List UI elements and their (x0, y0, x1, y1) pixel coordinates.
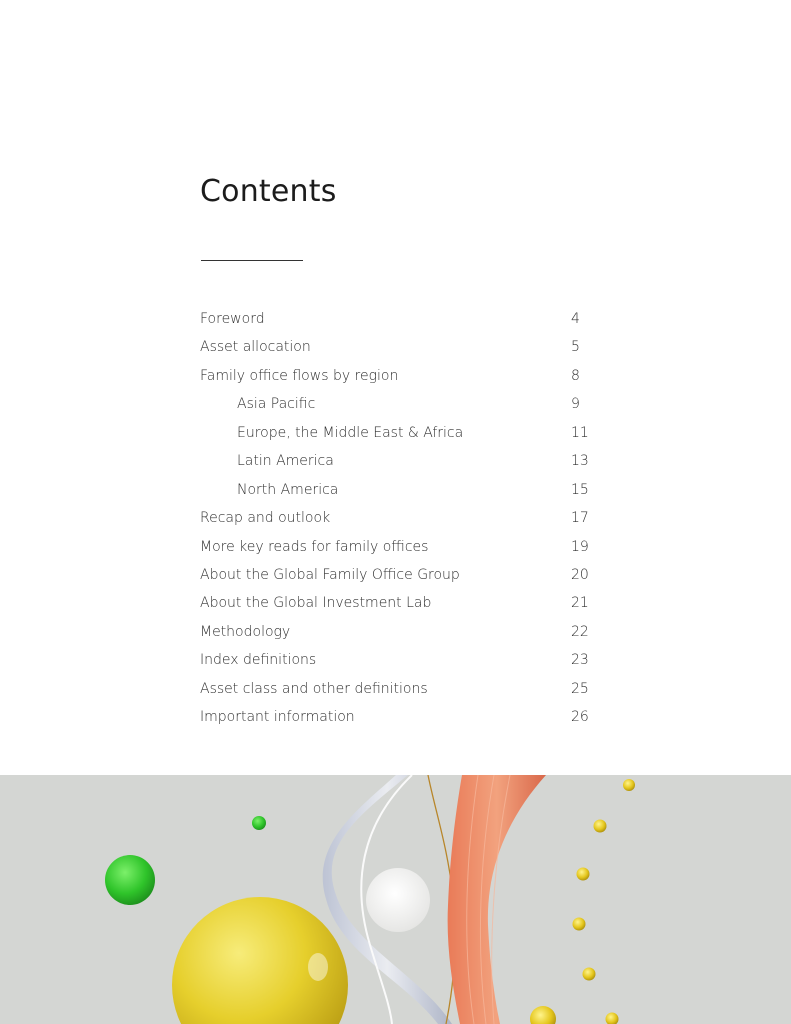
green-sphere (105, 855, 155, 905)
yellow-dot-4 (573, 918, 586, 931)
toc-entry-important-information[interactable] (200, 703, 600, 731)
toc-entry-page-number: 22 (571, 623, 589, 640)
title-divider (201, 260, 303, 261)
toc-entry-emea[interactable] (200, 419, 600, 447)
toc-entry-label: About the Global Investment Lab (200, 595, 432, 612)
toc-entry-asia-pacific[interactable] (200, 390, 600, 418)
toc-entry-index-definitions[interactable] (200, 646, 600, 674)
toc-entry-family-office-flows[interactable] (200, 362, 600, 390)
toc-entry-label: Recap and outlook (200, 510, 331, 527)
toc-entry-recap-and-outlook[interactable] (200, 504, 600, 532)
toc-entry-page-number: 5 (571, 339, 580, 356)
toc-entry-page-number: 20 (571, 566, 589, 583)
toc-entry-north-america[interactable] (200, 476, 600, 504)
toc-entry-page-number: 11 (571, 424, 589, 441)
toc-entry-label: About the Global Family Office Group (200, 566, 460, 583)
toc-entry-label: Index definitions (200, 652, 317, 669)
toc-entry-label: Asia Pacific (237, 396, 316, 413)
toc-entry-page-number: 13 (571, 453, 589, 470)
toc-entry-page-number: 25 (571, 680, 589, 697)
yellow-dot-3 (577, 868, 590, 881)
toc-entry-label: Family office flows by region (200, 367, 399, 384)
yellow-dot-1 (623, 779, 635, 791)
toc-entry-page-number: 19 (571, 538, 589, 555)
toc-entry-page-number: 26 (571, 709, 589, 726)
table-of-contents (200, 305, 600, 732)
toc-entry-foreword[interactable] (200, 305, 600, 333)
toc-entry-label: Important information (200, 709, 355, 726)
toc-entry-label: More key reads for family offices (200, 538, 429, 555)
page-title: Contents (200, 174, 337, 209)
white-sphere (366, 868, 430, 932)
toc-entry-label: Asset allocation (200, 339, 311, 356)
decorative-artwork (0, 775, 791, 1024)
toc-entry-label: Foreword (200, 311, 265, 327)
toc-entry-label: Methodology (200, 623, 291, 640)
toc-entry-about-investment-lab[interactable] (200, 589, 600, 617)
toc-entry-page-number: 23 (571, 652, 589, 669)
toc-entry-page-number: 8 (571, 367, 580, 384)
toc-entry-methodology[interactable] (200, 618, 600, 646)
toc-entry-latin-america[interactable] (200, 447, 600, 475)
toc-entry-label: Europe, the Middle East & Africa (237, 424, 464, 441)
toc-entry-page-number: 17 (571, 510, 589, 527)
yellow-dot-5 (583, 968, 596, 981)
yellow-dot-2 (594, 820, 607, 833)
toc-entry-page-number: 21 (571, 595, 589, 612)
toc-entry-page-number: 4 (571, 311, 580, 327)
toc-entry-page-number: 15 (571, 481, 589, 498)
toc-entry-label: Latin America (237, 453, 334, 470)
toc-entry-label: North America (237, 481, 339, 498)
toc-entry-label: Asset class and other definitions (200, 680, 428, 697)
toc-entry-key-reads[interactable] (200, 533, 600, 561)
toc-entry-about-family-office-group[interactable] (200, 561, 600, 589)
sphere-highlight (308, 953, 328, 981)
toc-entry-page-number: 9 (571, 396, 580, 413)
toc-entry-asset-allocation[interactable] (200, 333, 600, 361)
small-green-sphere (252, 816, 266, 830)
toc-entry-asset-class-definitions[interactable] (200, 675, 600, 703)
